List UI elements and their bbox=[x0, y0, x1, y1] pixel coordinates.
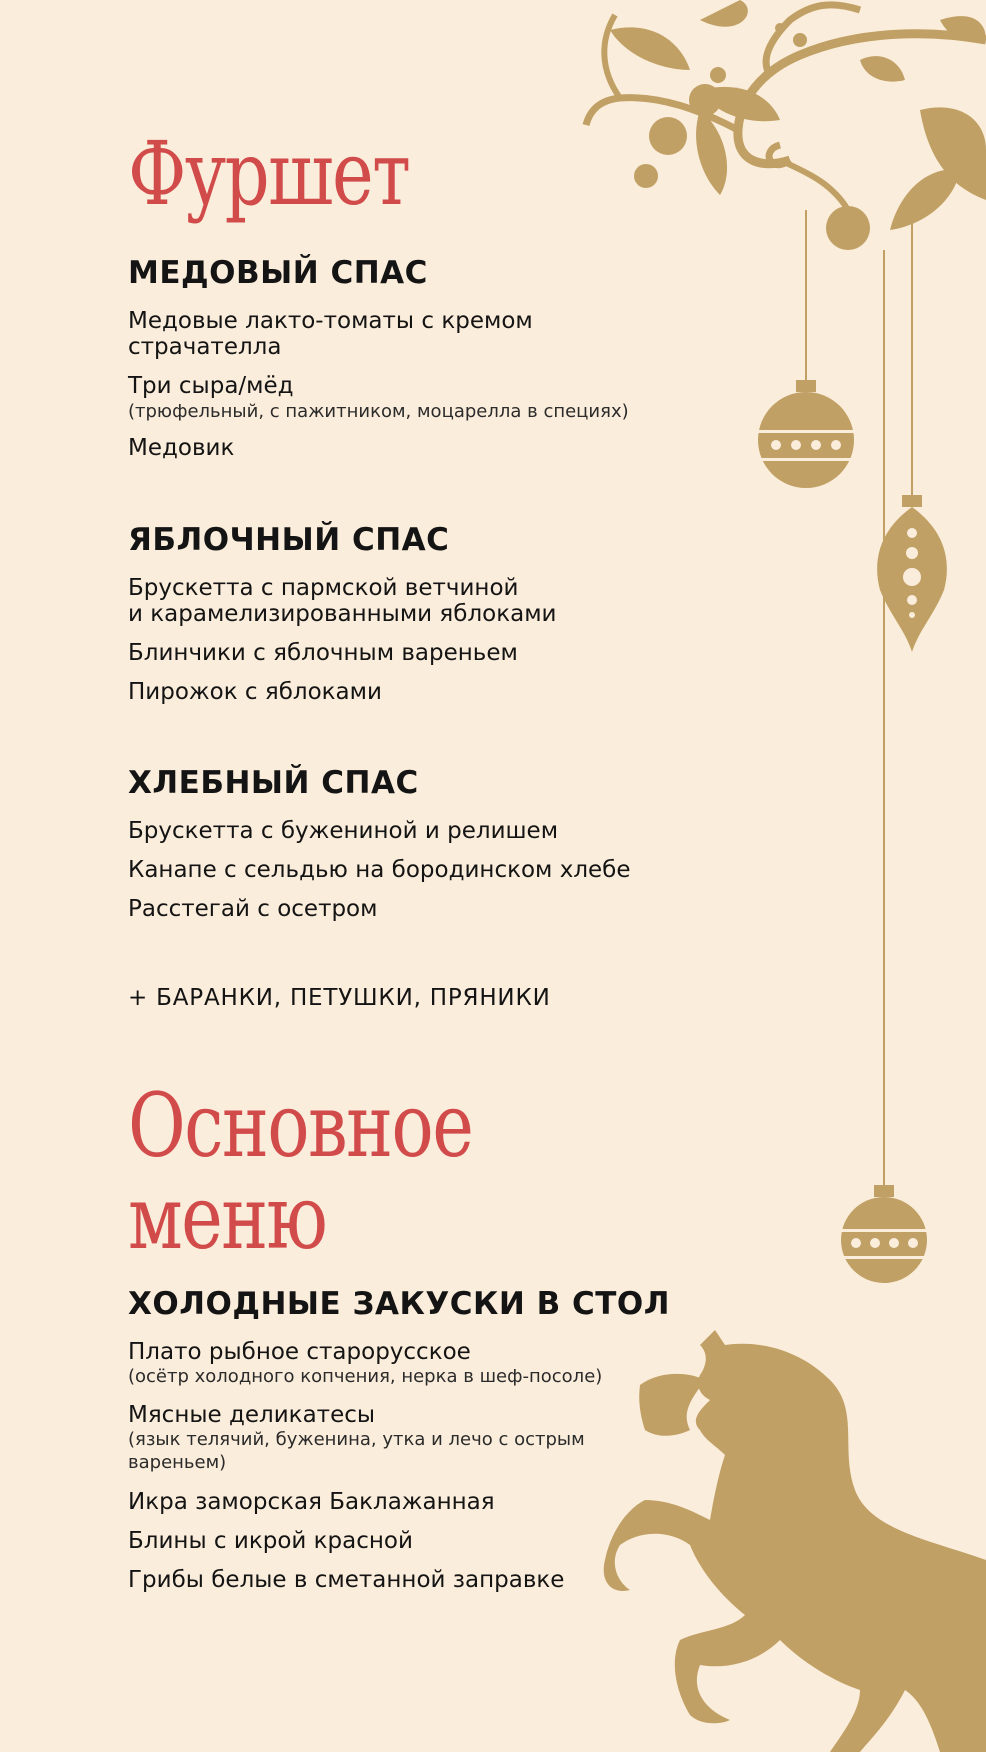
menu-item-note-cont: вареньем) bbox=[128, 1452, 227, 1473]
menu-item: Медовые лакто-томаты с кремом bbox=[128, 308, 533, 334]
ornament-ball-1 bbox=[758, 380, 854, 488]
main-menu-title-line2: меню bbox=[128, 1166, 327, 1269]
menu-item-cont: и карамелизированными яблоками bbox=[128, 601, 557, 627]
menu-item: Блинчики с яблочным вареньем bbox=[128, 640, 518, 666]
menu-item: Блины с икрой красной bbox=[128, 1528, 413, 1554]
menu-item-note: (осётр холодного копчения, нерка в шеф-посоле) bbox=[128, 1366, 603, 1387]
buffet-extra: + БАРАНКИ, ПЕТУШКИ, ПРЯНИКИ bbox=[128, 985, 551, 1011]
menu-item: Грибы белые в сметанной заправке bbox=[128, 1567, 565, 1593]
main-menu-title-line1: Основное bbox=[128, 1074, 473, 1177]
menu-item-note: (язык телячий, буженина, утка и лечо с острым bbox=[128, 1429, 585, 1450]
menu-item-note: (трюфельный, с пажитником, моцарелла в специях) bbox=[128, 401, 629, 422]
section-heading-bread: ХЛЕБНЫЙ СПАС bbox=[128, 765, 419, 801]
floral-swirl-ornament bbox=[586, 0, 986, 250]
horse-silhouette bbox=[604, 1330, 986, 1752]
menu-item: Пирожок с яблоками bbox=[128, 679, 382, 705]
menu-item: Три сыра/мёд bbox=[128, 373, 294, 399]
menu-item: Брускетта с бужениной и релишем bbox=[128, 818, 559, 844]
menu-item: Мясные деликатесы bbox=[128, 1402, 376, 1428]
section-heading-apple: ЯБЛОЧНЫЙ СПАС bbox=[128, 522, 450, 558]
ornament-ball-2 bbox=[841, 1185, 927, 1283]
menu-item: Канапе с сельдью на бородинском хлебе bbox=[128, 857, 631, 883]
ornament-drop bbox=[877, 495, 947, 652]
menu-item: Икра заморская Баклажанная bbox=[128, 1489, 495, 1515]
main-menu-title bbox=[128, 1074, 473, 1269]
section-heading-honey: МЕДОВЫЙ СПАС bbox=[128, 255, 428, 291]
buffet-title: Фуршет bbox=[128, 122, 410, 225]
menu-item: Расстегай с осетром bbox=[128, 896, 378, 922]
section-heading-cold-starters: ХОЛОДНЫЕ ЗАКУСКИ В СТОЛ bbox=[128, 1286, 670, 1322]
menu-item-cont: страчателла bbox=[128, 334, 282, 360]
menu-item: Медовик bbox=[128, 435, 235, 461]
menu-item: Брускетта с пармской ветчиной bbox=[128, 575, 519, 601]
menu-item: Плато рыбное старорусское bbox=[128, 1339, 471, 1365]
